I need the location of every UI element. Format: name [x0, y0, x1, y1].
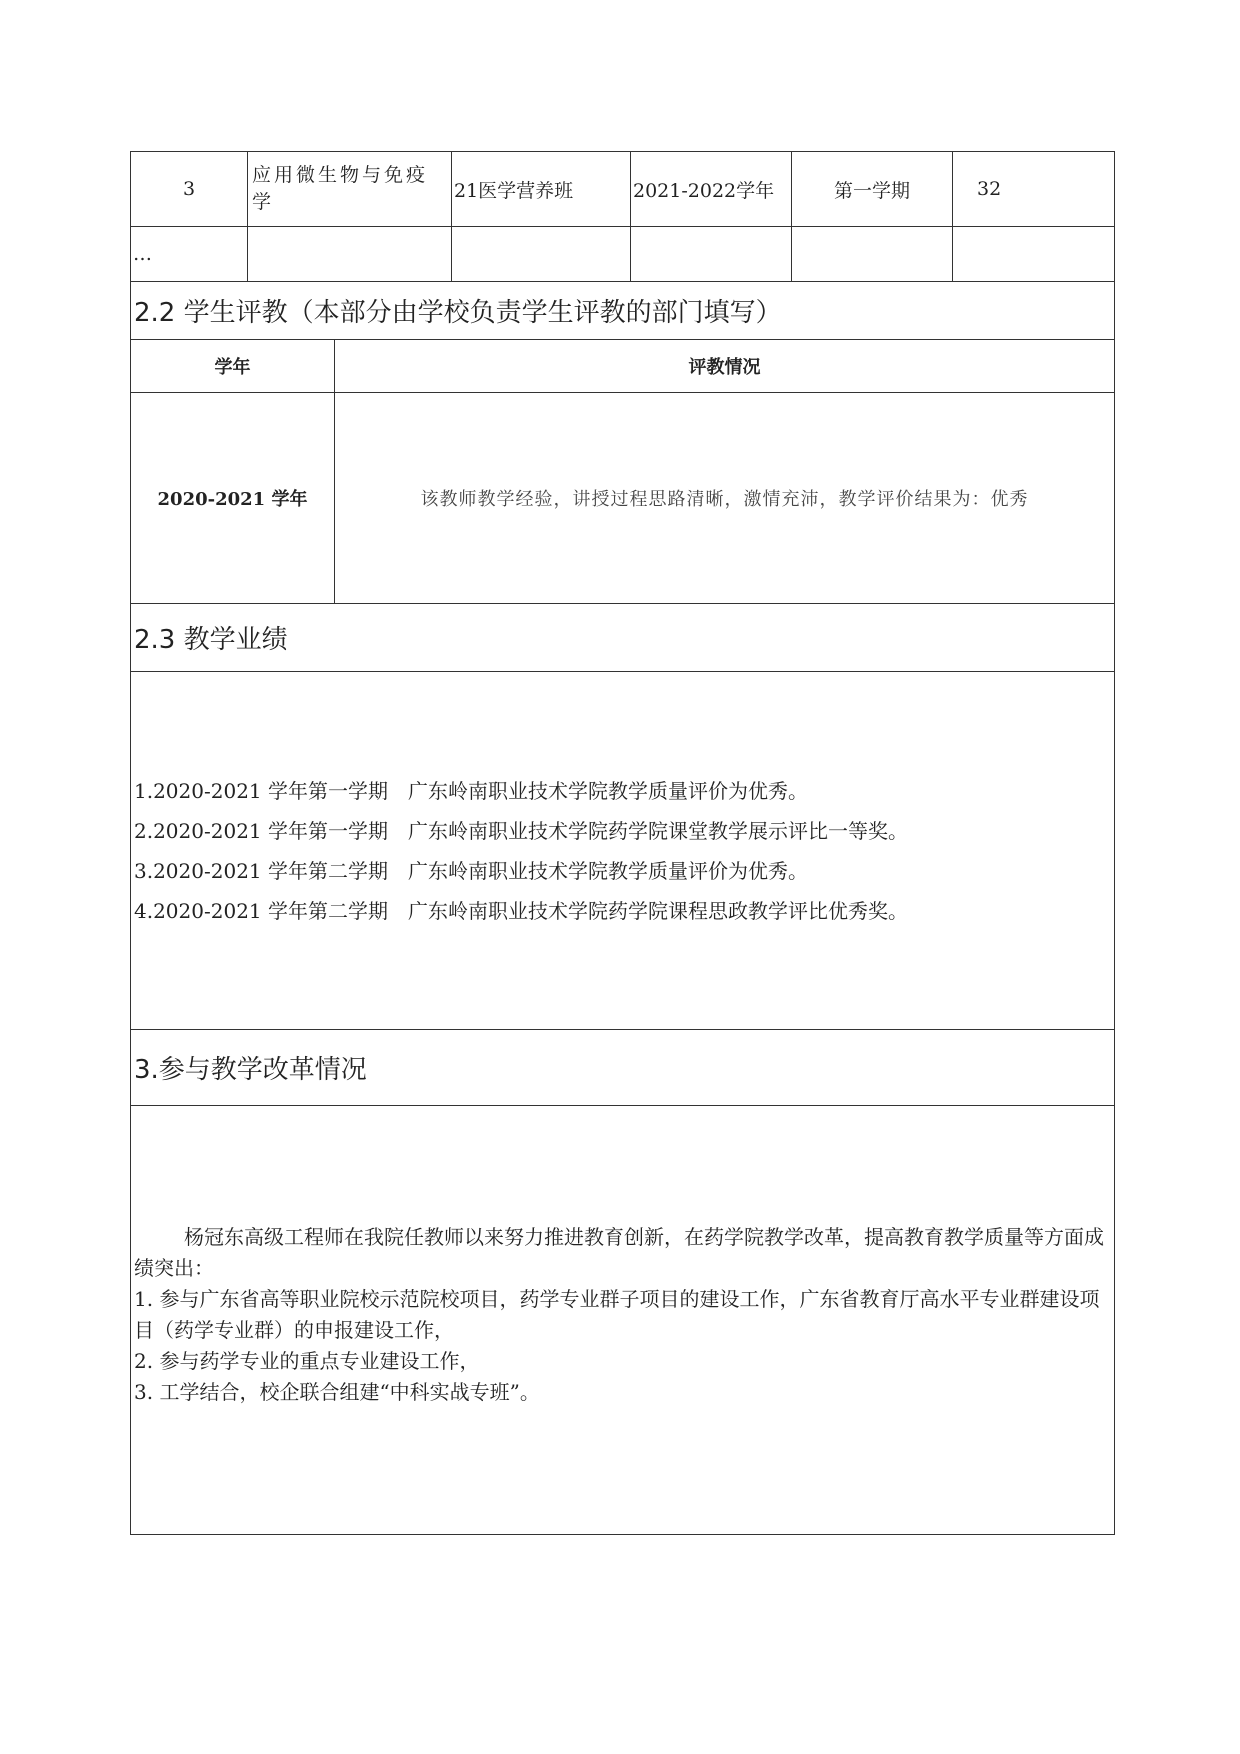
list-item: 1. 参与广东省高等职业院校示范院校项目，药学专业群子项目的建设工作，广东省教育厅高水平专业群建设项目（药学专业群）的申报建设工作，: [134, 1287, 1100, 1342]
col-eval-header: 评教情况: [688, 357, 761, 378]
list-item: 2.2020-2021 学年第一学期 广东岭南职业技术学院药学院课堂教学展示评比一等奖。: [134, 818, 908, 843]
section-2-3-title: 2.3 教学业绩: [131, 604, 1114, 672]
list-item: 3.2020-2021 学年第二学期 广东岭南职业技术学院教学质量评价为优秀。: [134, 858, 808, 883]
school-year: 2021-2022学年: [631, 152, 792, 226]
hours: [953, 227, 1114, 281]
section-3-title: 3.参与教学改革情况: [131, 1030, 1114, 1106]
table-row: [131, 152, 1114, 227]
class-name: 21医学营养班: [452, 152, 631, 226]
list-item: 2. 参与药学专业的重点专业建设工作，: [134, 1349, 480, 1373]
reform-intro: 杨冠东高级工程师在我院任教师以来努力推进教育创新，在药学院教学改革，提高教育教学质量等方面成绩突出：: [134, 1225, 1104, 1280]
list-item: 3. 工学结合，校企联合组建“中科实战专班”。: [134, 1380, 540, 1404]
reform-content: [131, 1106, 1114, 1534]
list-item: 1.2020-2021 学年第一学期 广东岭南职业技术学院教学质量评价为优秀。: [134, 778, 808, 803]
course-no: 3: [131, 152, 248, 226]
course-name: [248, 227, 452, 281]
class-name: [452, 227, 631, 281]
main-form: [130, 151, 1115, 1535]
col-year-header: 学年: [131, 340, 335, 392]
table-row: [131, 227, 1114, 282]
performance-list: [131, 672, 1114, 1030]
list-item: 4.2020-2021 学年第二学期 广东岭南职业技术学院药学院课程思政教学评比优秀奖。: [134, 898, 908, 923]
term: 第一学期: [792, 152, 953, 226]
term: [792, 227, 953, 281]
school-year: [631, 227, 792, 281]
eval-row: [131, 393, 1114, 604]
eval-text: 该教师教学经验，讲授过程思路清晰，激情充沛，教学评价结果为：优秀: [420, 489, 1029, 510]
hours: 32: [977, 178, 1002, 200]
course-name: 应用微生物与免疫学: [248, 152, 452, 226]
section-2-2-title: 2.2 学生评教（本部分由学校负责学生评教的部门填写）: [131, 282, 1114, 340]
course-no: …: [131, 227, 248, 281]
eval-header-row: [131, 340, 1114, 393]
eval-year: 2020-2021 学年: [131, 393, 335, 603]
